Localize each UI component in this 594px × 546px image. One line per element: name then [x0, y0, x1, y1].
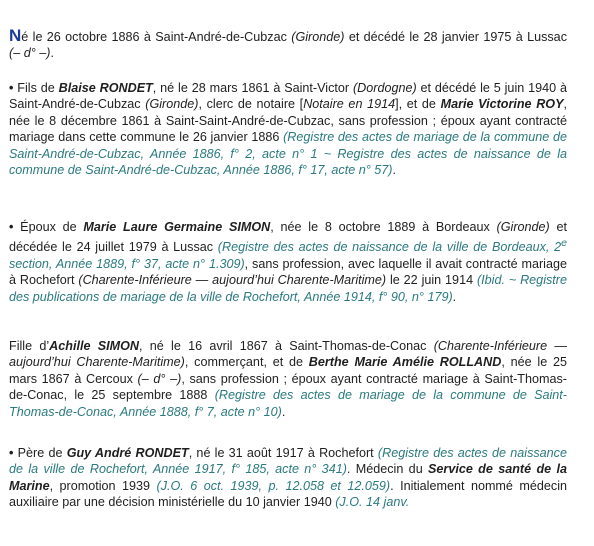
archive-reference: (Registre des actes de naissance de la ville de Rochefort, Année 1917, f° 185, acte n° 341) [9, 445, 567, 477]
archive-reference: (Ibid. ~ Registre des publications de mariage de la ville de Rochefort, Année 1914, f° 90, n° 179) [9, 273, 567, 304]
child-paragraph: • Père de Guy André RONDET, né le 31 août 1917 à Rochefort (Registre des actes de naissance de la ville de Rochefort, Année 1917, f° 185, acte n° 341). Médecin du Service de santé de la Marine, promotion 1939 (J.O. 6 oct. 1939, p. 12.058 et 12.059). Initialement nommé médecin auxiliaire par une décision ministérielle du 10 janvier 1940 (J.O. 14 janv. [9, 445, 567, 510]
spouse-name: Marie Laure Germaine SIMON [83, 219, 271, 234]
bullet-icon: • [9, 219, 14, 234]
birth-death-paragraph: Né le 26 octobre 1886 à Saint-André-de-Cubzac (Gironde) et décédé le 28 janvier 1975 à Lussac (– d° –). [9, 25, 567, 61]
archive-reference: (J.O. 6 oct. 1939, p. 12.058 et 12.059) [156, 478, 391, 493]
archive-reference: (Registre des actes de naissance de la ville de Bordeaux, 2e section, Année 1889, f° 37, acte n° 1.309) [9, 237, 567, 271]
bullet-icon: • [9, 445, 14, 460]
archive-reference: (Registre des actes de mariage de la commune de Saint-André-de-Cubzac, Année 1886, f° 2, acte n° 1 ~ Registre des actes de naissance de la commune de Saint-André-de-Cubzac, Année 1886, f° 17, acte n° 57) [9, 130, 567, 178]
father-in-law-name: Achille SIMON [49, 338, 139, 353]
parents-paragraph: • Fils de Blaise RONDET, né le 28 mars 1861 à Saint-Victor (Dordogne) et décédé le 5 juin 1940 à Saint-André-de-Cubzac (Gironde), clerc de notaire [Notaire en 1914], et de Marie Victorine ROY, née le 8 décembre 1861 à Saint-Saint-André-de-Cubzac, sans profession ; épоux ayant contracté mariage dans cette commune le 26 janvier 1886 (Registre des actes de mariage de la commune de Saint-André-de-Cubzac, Année 1886, f° 2, acte n° 1 ~ Registre des actes de naissance de la commune de Saint-André-de-Cubzac, Année 1886, f° 17, acte n° 57). [9, 80, 568, 178]
service-name: Service de santé de la Marine [9, 462, 567, 493]
in-laws-paragraph: Fille d’Achille SIMON, né le 16 avril 1867 à Saint-Thomas-de-Conac (Charente-Inférieure — aujourd’hui Charente-Maritime), commerçant, et de Berthe Marie Amélie ROLLAND, née le 25 mars 1867 à Cercoux (– d° –), sans profession ; époux ayant contracté mariage à Saint-Thomas-de-Conac, le 25 septembre 1888 (Registre des actes de mariage de la commune de Saint- Thomas-de-Conac, Année 1888, f° 7, acte n° 10). [9, 338, 567, 419]
archive-reference: (Registre des actes de mariage de la commune de Saint- Thomas-de-Conac, Année 1888, f° 7, acte n° 10) [9, 388, 567, 419]
archive-reference: (J.O. 14 janv. [335, 495, 410, 510]
bullet-icon: • [9, 80, 14, 95]
father-name: Blaise RONDET [58, 80, 153, 95]
mother-name: Marie Victorine ROY [440, 97, 564, 112]
spouse-paragraph: • Époux de Marie Laure Germaine SIMON, née le 8 octobre 1889 à Bordeaux (Gironde) et décédée le 24 juillet 1979 à Lussac (Registre des actes de naissance de la ville de Bordeaux, 2e section, Année 1889, f° 37, acte n° 1.309), sans profession, avec laquelle il avait contracté mariage à Rochefort (Charente-Inférieure — aujourd’hui Charente-Maritime) le 22 juin 1914 (Ibid. ~ Registre des publications de mariage de la ville de Rochefort, Année 1914, f° 90, n° 179). [9, 219, 567, 304]
mother-in-law-name: Berthe Marie Amélie ROLLAND [308, 355, 502, 370]
son-name: Guy André RONDET [66, 445, 189, 460]
drop-cap-initial: N [9, 25, 22, 45]
